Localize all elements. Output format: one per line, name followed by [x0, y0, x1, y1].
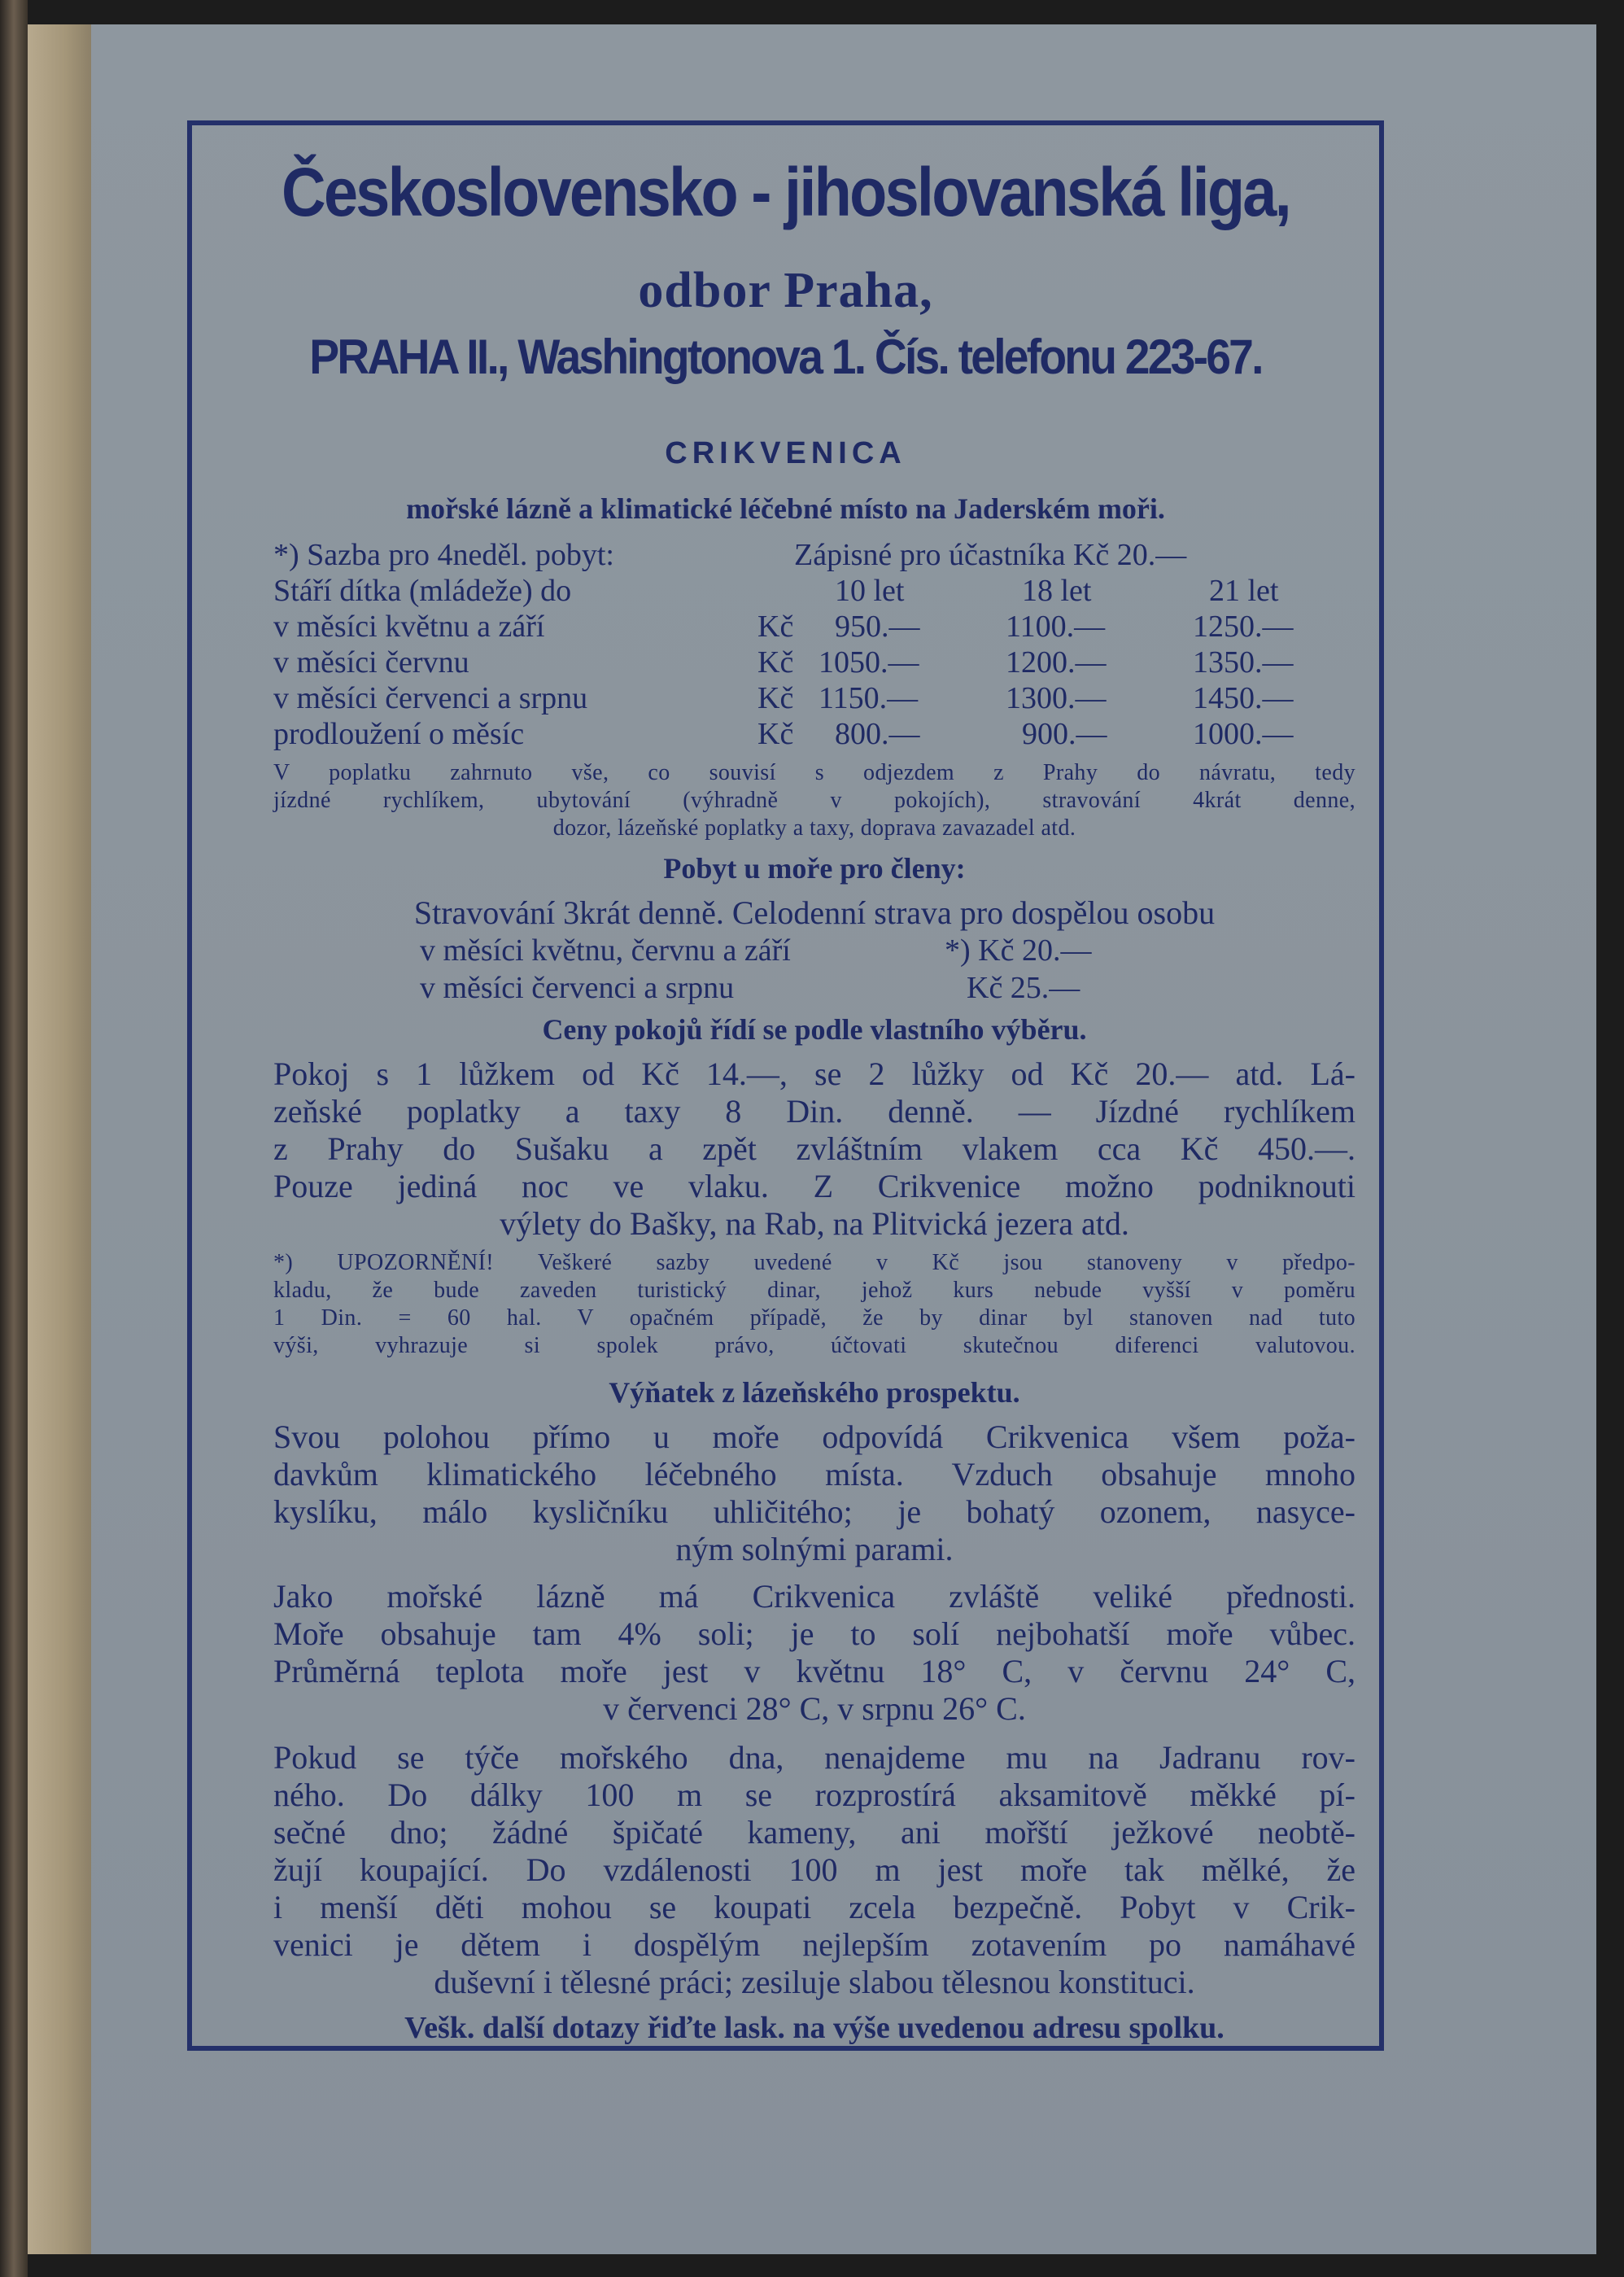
footer-inquiry: Vešk. další dotazy řiďte lask. na výše uvedenou adresu spolku. — [404, 2011, 1225, 2045]
row-currency: Kč — [757, 681, 794, 715]
row-currency: Kč — [757, 717, 794, 751]
table-row — [273, 680, 1356, 716]
excerpt-p3-line: Pokud se týče mořského dna, nenajdeme mu na Jadranu rov- — [273, 1739, 1356, 1776]
resort-name: CRIKVENICA — [665, 436, 906, 470]
excerpt-p3-line: žují koupající. Do vzdálenosti 100 m jest moře tak mělké, že — [273, 1851, 1356, 1888]
excerpt-p3-line: i menší děti mohou se koupati zcela bezpečně. Pobyt v Crik- — [273, 1889, 1356, 1925]
row-value: 1100.— — [1006, 610, 1106, 644]
members-row-value: *) Kč 20.— — [945, 933, 1092, 968]
excerpt-p1-line: ným solnými parami. — [675, 1531, 954, 1567]
rooms-line: z Prahy do Sušaku a zpět zvláštním vlakem cca Kč 450.—. — [273, 1130, 1356, 1167]
excerpt-p3-line: sečné dno; žádné špičaté kameny, ani mořští ježkové neobtě- — [273, 1814, 1356, 1851]
row-label: v měsíci květnu a září — [273, 610, 545, 644]
excerpt-p3-line: venici je dětem i dospělým nejlepším zotavením po namáhavé — [273, 1926, 1356, 1963]
excerpt-p2-line: Jako mořské lázně má Crikvenica zvláště veliké přednosti. — [273, 1578, 1356, 1615]
members-row — [273, 933, 1356, 968]
included-note-line: V poplatku zahrnuto vše, co souvisí s odjezdem z Prahy do návratu, tedy — [273, 760, 1356, 785]
row-label: prodloužení o měsíc — [273, 717, 525, 751]
row-value: 1300.— — [1006, 681, 1107, 715]
row-value: 1050.— — [819, 645, 919, 680]
branch-subtitle: odbor Praha, — [638, 263, 933, 318]
page-spine-edge — [28, 24, 91, 2254]
members-heading: Pobyt u moře pro členy: — [663, 852, 966, 885]
excerpt-p3-line: ného. Do dálky 100 m se rozprostírá aksamitově měkké pí- — [273, 1777, 1356, 1813]
rooms-line: Pouze jediná noc ve vlaku. Z Crikvenice možno podniknouti — [273, 1168, 1356, 1204]
warning-line: výši, vyhrazuje si spolek právo, účtovati skutečnou diferenci valutovou. — [273, 1333, 1356, 1358]
excerpt-p1-line: kyslíku, málo kysličníku uhličitého; je bohatý ozonem, nasyce- — [273, 1493, 1356, 1530]
rooms-line: Pokoj s 1 lůžkem od Kč 14.—, se 2 lůžky od Kč 20.— atd. Lá- — [273, 1055, 1356, 1092]
rooms-line: zeňské poplatky a taxy 8 Din. denně. — Jízdné rychlíkem — [273, 1093, 1356, 1130]
row-value: 1350.— — [1193, 645, 1294, 680]
row-value: 1150.— — [819, 681, 919, 715]
age-column-21: 21 let — [1209, 574, 1279, 608]
row-value: 900.— — [1022, 717, 1107, 751]
row-currency: Kč — [757, 610, 794, 644]
row-value: 1000.— — [1193, 717, 1294, 751]
intro-label: *) Sazba pro 4neděl. pobyt: — [273, 538, 614, 572]
included-note-line: dozor, lázeňské poplatky a taxy, doprava zavazadel atd. — [552, 815, 1076, 841]
age-column-18: 18 let — [1022, 574, 1092, 608]
warning-line: kladu, že bude zaveden turistický dinar, jehož kurs nebude vyšší v poměru — [273, 1278, 1356, 1303]
registration-fee: Zápisné pro účastníka Kč 20.— — [794, 538, 1187, 572]
row-label: v měsíci červenci a srpnu — [273, 681, 588, 715]
warning-line: 1 Din. = 60 hal. V opačném případě, že by dinar byl stanoven nad tuto — [273, 1305, 1356, 1331]
row-value: 1450.— — [1193, 681, 1294, 715]
age-header-label: Stáří dítka (mládeže) do — [273, 574, 572, 608]
table-row — [273, 609, 1356, 645]
league-title: Československo - jihoslovanská liga, — [282, 154, 1290, 230]
row-value: 1250.— — [1193, 610, 1294, 644]
members-row-label: v měsíci květnu, červnu a září — [420, 933, 791, 968]
members-row — [273, 970, 1356, 1006]
warning-line: *) UPOZORNĚNÍ! Veškeré sazby uvedené v Kč jsou stanoveny v předpo- — [273, 1250, 1356, 1275]
excerpt-p3-line: duševní i tělesné práci; zesiluje slabou tělesnou konstituci. — [434, 1964, 1195, 2000]
excerpt-p2-line: Moře obsahuje tam 4% soli; je to solí nejbohatší moře vůbec. — [273, 1615, 1356, 1652]
excerpt-p1-line: Svou polohou přímo u moře odpovídá Crikvenica všem poža- — [273, 1418, 1356, 1455]
advertisement-frame — [187, 120, 1384, 2051]
price-table-header — [273, 573, 1356, 609]
excerpt-p2-line: Průměrná teplota moře jest v květnu 18° C, v červnu 24° C, — [273, 1653, 1356, 1689]
rooms-heading: Ceny pokojů řídí se podle vlastního výběru. — [542, 1013, 1087, 1046]
table-row — [273, 716, 1356, 752]
row-label: v měsíci červnu — [273, 645, 469, 680]
row-value: 950.— — [835, 610, 920, 644]
table-row — [273, 645, 1356, 680]
price-table-intro — [273, 537, 1356, 573]
included-note-line: jízdné rychlíkem, ubytování (výhradně v pokojích), stravování 4krát denne, — [273, 788, 1356, 813]
excerpt-p2-line: v červenci 28° C, v srpnu 26° C. — [603, 1690, 1026, 1727]
row-value: 1200.— — [1006, 645, 1107, 680]
excerpt-heading: Výňatek z lázeňského prospektu. — [609, 1376, 1020, 1409]
row-value: 800.— — [835, 717, 920, 751]
members-row-label: v měsíci červenci a srpnu — [420, 971, 735, 1005]
row-currency: Kč — [757, 645, 794, 680]
rooms-line: výlety do Bašky, na Rab, na Plitvická jezera atd. — [500, 1205, 1129, 1242]
members-intro: Stravování 3krát denně. Celodenní strava pro dospělou osobu — [413, 894, 1216, 931]
address-line: PRAHA II., Washingtonova 1. Čís. telefonu 223-67. — [309, 330, 1262, 384]
resort-tagline: mořské lázně a klimatické léčebné místo na Jaderském moři. — [406, 492, 1165, 525]
book-binding — [0, 0, 28, 2277]
excerpt-p1-line: davkům klimatického léčebného místa. Vzduch obsahuje mnoho — [273, 1456, 1356, 1493]
age-column-10: 10 let — [835, 574, 905, 608]
members-row-value: Kč 25.— — [967, 971, 1080, 1005]
